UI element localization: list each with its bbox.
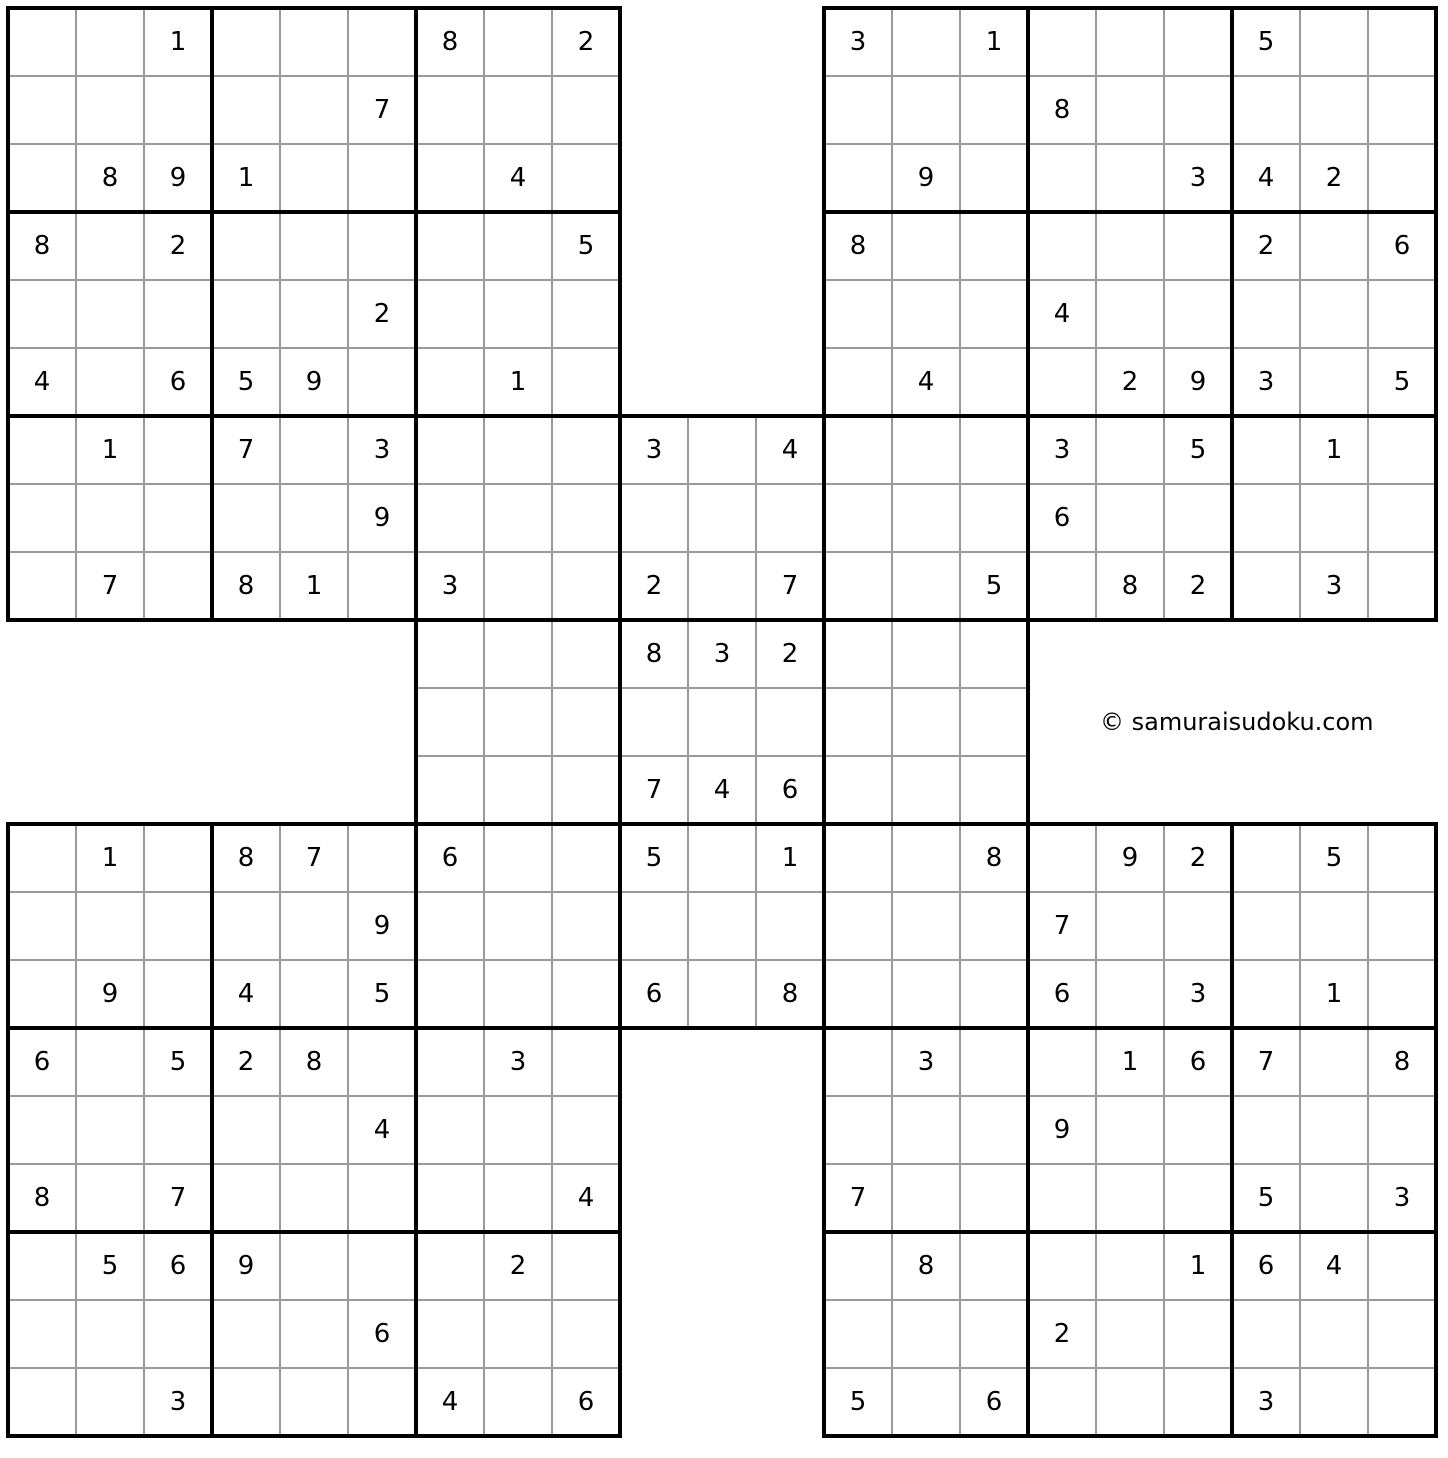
given-digit: 6 xyxy=(645,979,663,1009)
given-digit: 1 xyxy=(1325,979,1343,1009)
given-digit: 7 xyxy=(305,843,323,873)
given-digit: 9 xyxy=(101,979,119,1009)
given-digit: 9 xyxy=(1121,843,1139,873)
given-digit: 3 xyxy=(1053,435,1071,465)
given-digit: 6 xyxy=(1257,1251,1275,1281)
given-digit: 1 xyxy=(169,27,187,57)
given-digit: 3 xyxy=(849,27,867,57)
copyright-notice: © samuraisudoku.com xyxy=(1100,708,1374,736)
given-digit: 4 xyxy=(237,979,255,1009)
given-digit: 8 xyxy=(645,639,663,669)
given-digit: 7 xyxy=(169,1183,187,1213)
given-digit: 8 xyxy=(1121,571,1139,601)
given-digit: 6 xyxy=(441,843,459,873)
given-digit: 5 xyxy=(849,1387,867,1417)
given-digit: 9 xyxy=(373,911,391,941)
given-digit: 2 xyxy=(237,1047,255,1077)
given-digit: 7 xyxy=(849,1183,867,1213)
given-digit: 7 xyxy=(101,571,119,601)
given-digit: 3 xyxy=(509,1047,527,1077)
given-digit: 6 xyxy=(33,1047,51,1077)
given-digit: 5 xyxy=(373,979,391,1009)
given-digit: 8 xyxy=(33,231,51,261)
given-digit: 8 xyxy=(985,843,1003,873)
given-digit: 7 xyxy=(373,95,391,125)
given-digit: 4 xyxy=(373,1115,391,1145)
given-digit: 3 xyxy=(1257,367,1275,397)
given-digit: 8 xyxy=(305,1047,323,1077)
given-digit: 9 xyxy=(1189,367,1207,397)
given-digit: 1 xyxy=(237,163,255,193)
given-digit: 1 xyxy=(101,435,119,465)
given-digit: 2 xyxy=(1325,163,1343,193)
given-digit: 4 xyxy=(1325,1251,1343,1281)
given-digit: 3 xyxy=(1189,979,1207,1009)
given-digit: 8 xyxy=(237,571,255,601)
given-digit: 5 xyxy=(1189,435,1207,465)
given-digit: 3 xyxy=(373,435,391,465)
given-digit: 4 xyxy=(509,163,527,193)
given-digit: 5 xyxy=(1257,1183,1275,1213)
given-digit: 1 xyxy=(985,27,1003,57)
given-digit: 6 xyxy=(1189,1047,1207,1077)
given-digit: 1 xyxy=(781,843,799,873)
given-digit: 7 xyxy=(781,571,799,601)
given-digit: 2 xyxy=(1189,571,1207,601)
given-digit: 3 xyxy=(645,435,663,465)
given-digit: 8 xyxy=(781,979,799,1009)
given-digit: 8 xyxy=(1393,1047,1411,1077)
given-digit: 1 xyxy=(1325,435,1343,465)
given-digit: 6 xyxy=(373,1319,391,1349)
given-digit: 5 xyxy=(577,231,595,261)
given-digit: 1 xyxy=(509,367,527,397)
given-digit: 6 xyxy=(1393,231,1411,261)
given-digit: 4 xyxy=(33,367,51,397)
given-digit: 3 xyxy=(1257,1387,1275,1417)
given-digit: 5 xyxy=(1257,27,1275,57)
given-digit: 5 xyxy=(1325,843,1343,873)
given-digit: 4 xyxy=(441,1387,459,1417)
given-digit: 2 xyxy=(1053,1319,1071,1349)
given-digit: 7 xyxy=(645,775,663,805)
given-digit: 7 xyxy=(1257,1047,1275,1077)
given-digit: 4 xyxy=(1053,299,1071,329)
given-digit: 8 xyxy=(101,163,119,193)
given-digit: 9 xyxy=(917,163,935,193)
given-digit: 8 xyxy=(1053,95,1071,125)
given-digit: 9 xyxy=(1053,1115,1071,1145)
given-digit: 7 xyxy=(237,435,255,465)
given-digit: 5 xyxy=(169,1047,187,1077)
given-digit: 2 xyxy=(577,27,595,57)
given-digit: 3 xyxy=(441,571,459,601)
given-digit: 9 xyxy=(373,503,391,533)
given-digit: 2 xyxy=(1189,843,1207,873)
given-digit: 2 xyxy=(1121,367,1139,397)
given-digit: 3 xyxy=(713,639,731,669)
given-digit: 5 xyxy=(237,367,255,397)
given-digit: 6 xyxy=(781,775,799,805)
given-digit: 1 xyxy=(1189,1251,1207,1281)
given-digit: 5 xyxy=(1393,367,1411,397)
given-digit: 6 xyxy=(985,1387,1003,1417)
given-digit: 2 xyxy=(373,299,391,329)
given-digit: 9 xyxy=(169,163,187,193)
given-digit: 2 xyxy=(1257,231,1275,261)
given-digit: 4 xyxy=(577,1183,595,1213)
given-digit: 6 xyxy=(169,1251,187,1281)
given-digit: 9 xyxy=(305,367,323,397)
given-digit: 6 xyxy=(1053,503,1071,533)
given-digit: 4 xyxy=(713,775,731,805)
given-digit: 8 xyxy=(441,27,459,57)
given-digit: 3 xyxy=(917,1047,935,1077)
given-digit: 3 xyxy=(1325,571,1343,601)
given-digit: 8 xyxy=(237,843,255,873)
given-digit: 1 xyxy=(305,571,323,601)
given-digit: 2 xyxy=(781,639,799,669)
given-digit: 4 xyxy=(781,435,799,465)
given-digit: 2 xyxy=(169,231,187,261)
given-digit: 3 xyxy=(1393,1183,1411,1213)
given-digit: 1 xyxy=(101,843,119,873)
given-digit: 9 xyxy=(237,1251,255,1281)
given-digit: 5 xyxy=(985,571,1003,601)
given-digit: 6 xyxy=(1053,979,1071,1009)
given-digit: 3 xyxy=(169,1387,187,1417)
given-digit: 8 xyxy=(849,231,867,261)
given-digit: 4 xyxy=(917,367,935,397)
given-digit: 2 xyxy=(645,571,663,601)
given-digit: 4 xyxy=(1257,163,1275,193)
given-digit: 8 xyxy=(33,1183,51,1213)
given-digit: 5 xyxy=(101,1251,119,1281)
given-digit: 6 xyxy=(577,1387,595,1417)
given-digit: 8 xyxy=(917,1251,935,1281)
given-digit: 1 xyxy=(1121,1047,1139,1077)
given-digit: 3 xyxy=(1189,163,1207,193)
given-digit: 7 xyxy=(1053,911,1071,941)
given-digit: 2 xyxy=(509,1251,527,1281)
given-digit: 6 xyxy=(169,367,187,397)
given-digit: 5 xyxy=(645,843,663,873)
